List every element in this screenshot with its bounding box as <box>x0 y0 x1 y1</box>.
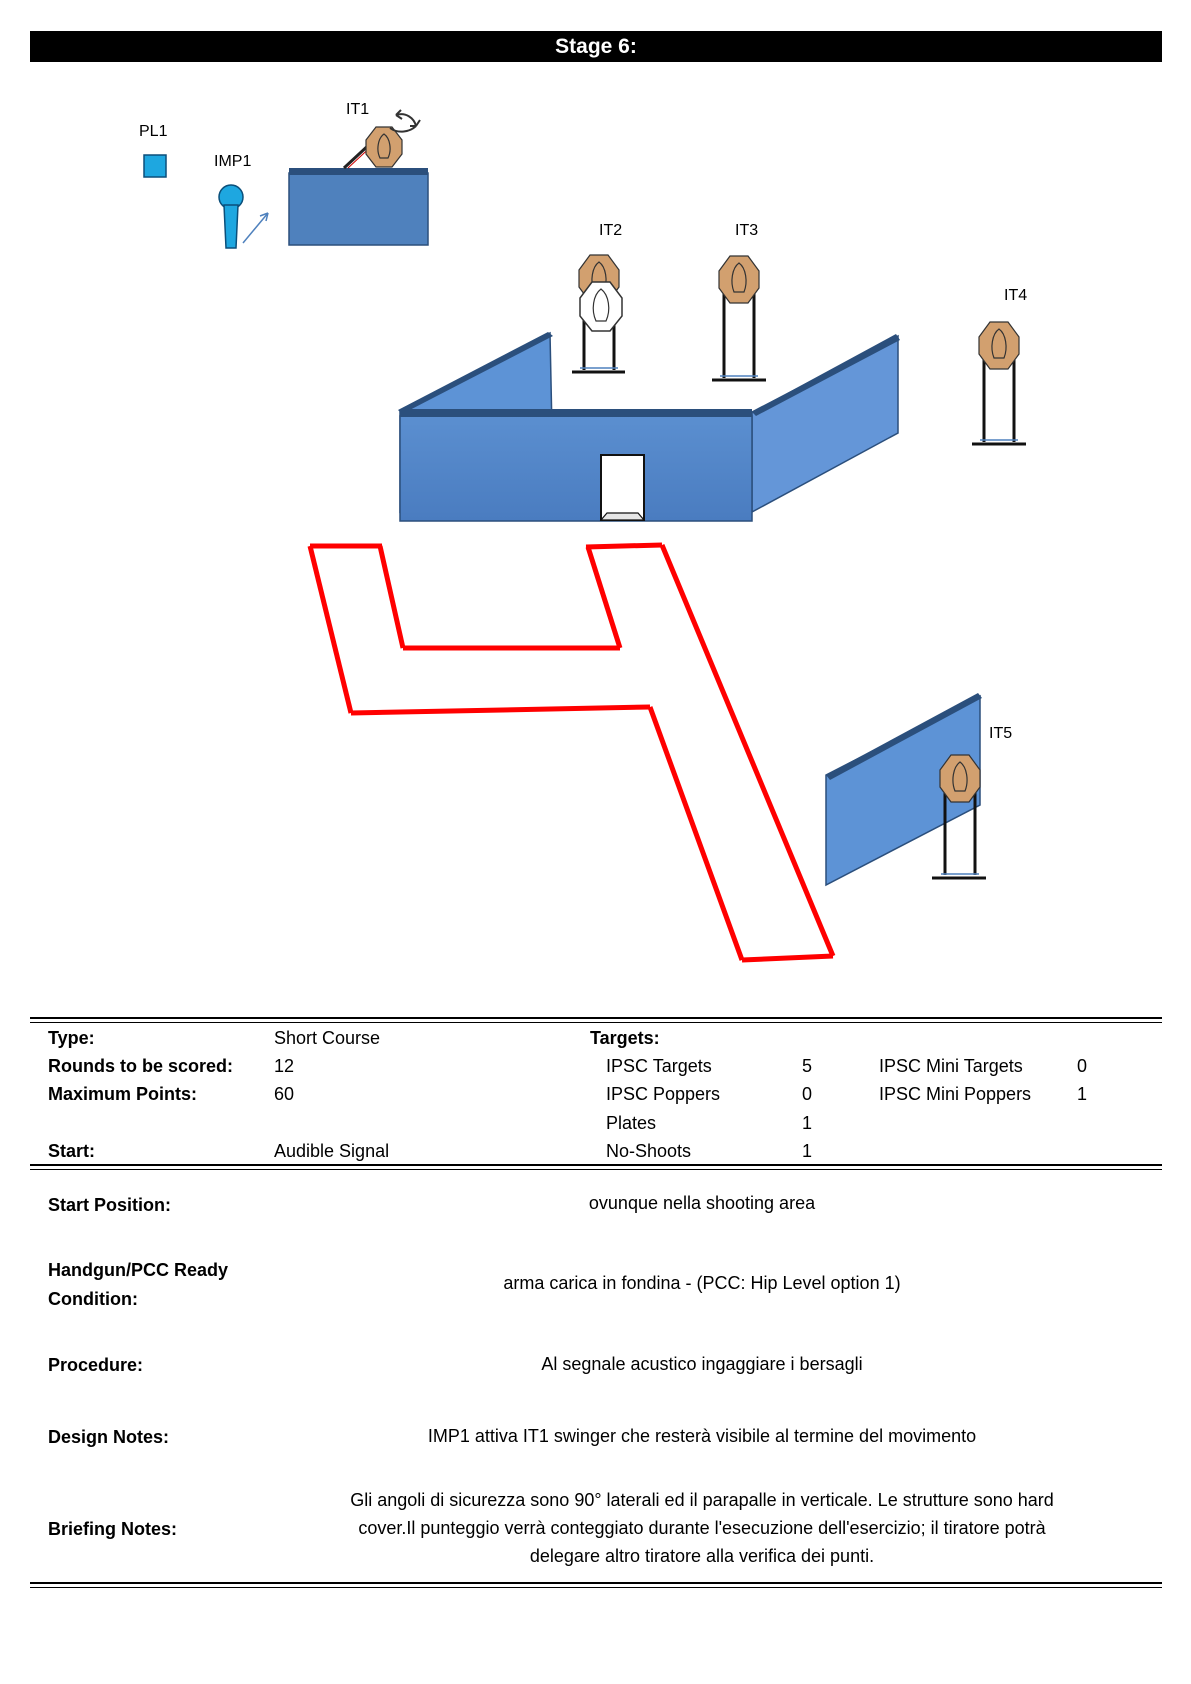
wall-front <box>400 409 752 521</box>
no-shoot-target <box>580 282 622 331</box>
imp1-popper <box>219 185 243 248</box>
ready-condition-label-line2: Condition: <box>48 1289 138 1309</box>
mini-targets-count: 0 <box>1077 1056 1088 1076</box>
label-pl1: PL1 <box>139 123 168 140</box>
rounds-value: 12 <box>274 1056 295 1076</box>
stage-title: Stage 6: <box>555 34 637 58</box>
port-window <box>601 455 644 520</box>
briefing-notes-line2: cover.Il punteggio verrà conteggiato durante l'esecuzione dell'esercizio; il tiratore potrà <box>358 1518 1046 1538</box>
target-plates-name: Plates <box>606 1113 657 1133</box>
target-poppers-name: IPSC Poppers <box>606 1084 721 1104</box>
fault-lines <box>310 545 833 960</box>
ready-condition-label-line1: Handgun/PCC Ready <box>48 1260 229 1280</box>
briefing-notes-line3: delegare altro tiratore alla verifica dei punti. <box>529 1546 875 1566</box>
wall-right-wing <box>752 334 900 512</box>
target-poppers-count: 0 <box>802 1084 813 1104</box>
procedure-value: Al segnale acustico ingaggiare i bersagli <box>541 1354 863 1374</box>
details-rule-bottom-2 <box>30 1587 1162 1588</box>
summary-rule-bottom-2 <box>30 1169 1162 1170</box>
targets-label: Targets: <box>590 1028 660 1048</box>
label-imp1: IMP1 <box>214 153 252 170</box>
mini-poppers-name: IPSC Mini Poppers <box>879 1084 1032 1104</box>
label-it4: IT4 <box>1004 287 1028 304</box>
mini-targets-name: IPSC Mini Targets <box>879 1056 1023 1076</box>
target-ipsc-name: IPSC Targets <box>606 1056 712 1076</box>
pl1-plate <box>144 155 166 177</box>
mini-poppers-count: 1 <box>1077 1084 1088 1104</box>
briefing-notes-line1: Gli angoli di sicurezza sono 90° laterali ed il parapalle in verticale. Le strutture sono hard <box>350 1490 1054 1510</box>
ready-condition-value: arma carica in fondina - (PCC: Hip Level option 1) <box>503 1273 901 1293</box>
label-it2: IT2 <box>599 222 623 239</box>
start-position-label: Start Position: <box>48 1195 172 1215</box>
details-rule-bottom-1 <box>30 1582 1162 1584</box>
design-notes-label: Design Notes: <box>48 1427 170 1447</box>
swinger-rotation-icon <box>390 110 420 132</box>
label-it5: IT5 <box>989 725 1013 742</box>
points-value: 60 <box>274 1084 295 1104</box>
target-noshoots-count: 1 <box>802 1141 813 1161</box>
summary-rule-top-2 <box>30 1022 1162 1023</box>
stage-diagram-svg <box>0 80 1191 1010</box>
start-value: Audible Signal <box>274 1141 390 1161</box>
points-label: Maximum Points: <box>48 1084 198 1104</box>
briefing-notes-label: Briefing Notes: <box>48 1519 178 1539</box>
label-it1: IT1 <box>346 101 370 118</box>
procedure-label: Procedure: <box>48 1355 144 1375</box>
summary-rule-bottom-1 <box>30 1164 1162 1166</box>
stage-diagram <box>0 80 1191 1010</box>
target-noshoots-name: No-Shoots <box>606 1141 692 1161</box>
stage-title-bar <box>30 31 1162 62</box>
start-label: Start: <box>48 1141 96 1161</box>
imp1-arrow-icon <box>243 213 268 243</box>
summary-rule-top-1 <box>30 1017 1162 1019</box>
wall-top-left <box>289 168 428 245</box>
it1-swinger-target <box>344 127 402 168</box>
target-plates-count: 1 <box>802 1113 813 1133</box>
target-ipsc-count: 5 <box>802 1056 813 1076</box>
it3-target <box>712 256 766 380</box>
label-it3: IT3 <box>735 222 759 239</box>
type-label: Type: <box>48 1028 95 1048</box>
design-notes-value: IMP1 attiva IT1 swinger che resterà visibile al termine del movimento <box>427 1426 977 1446</box>
type-value: Short Course <box>274 1028 381 1048</box>
it4-target <box>972 322 1026 444</box>
rounds-label: Rounds to be scored: <box>48 1056 234 1076</box>
start-position-value: ovunque nella shooting area <box>588 1193 816 1213</box>
